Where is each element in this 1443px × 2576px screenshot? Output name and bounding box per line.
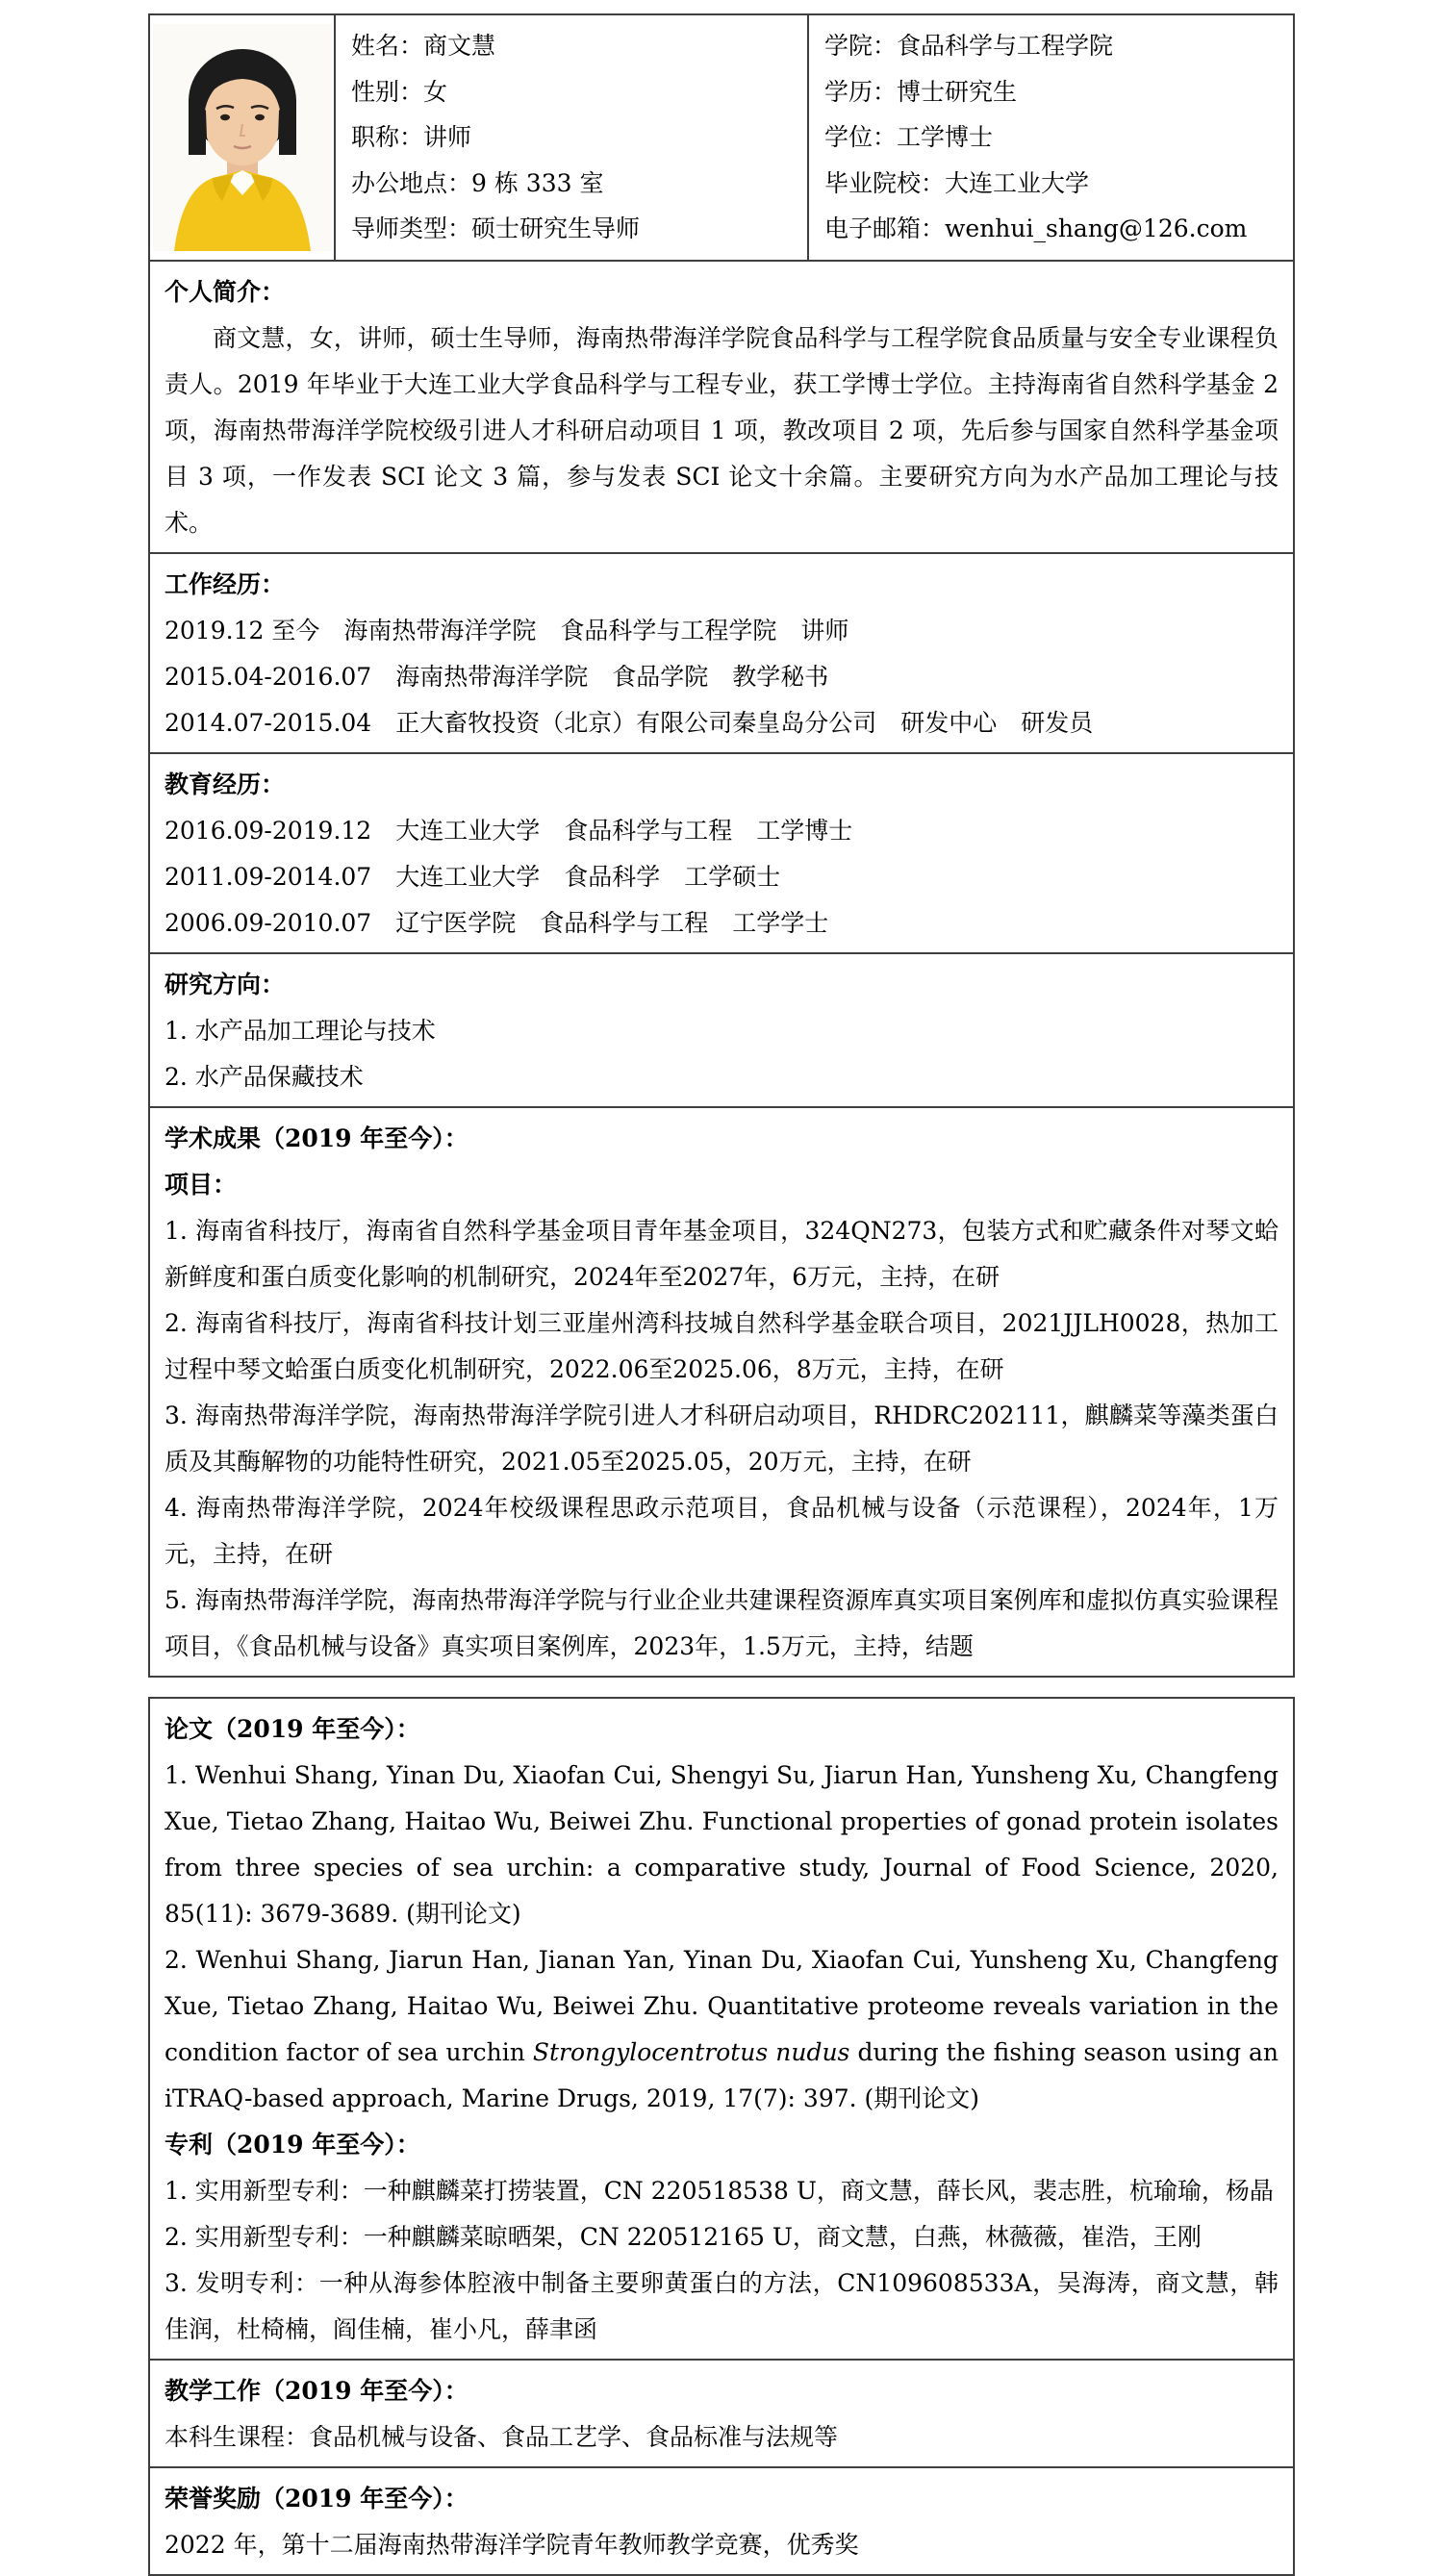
projects-subheading: 项目： [165,1171,238,1199]
intro-paragraph: 商文慧，女，讲师，硕士生导师，海南热带海洋学院食品科学与工程学院食品质量与安全专业课程负责人。2019 年毕业于大连工业大学食品科学与工程专业，获工学博士学位。主持海南省自然科学基金 2 项，海南热带海洋学院校级引进人才科研启动项目 1 项，教改项目 2 项，先后参与国家自然科学基金项目 3 项，一作发表 SCI 论文 3 篇，参与发表 SCI 论文十余篇。主要研究方向为水产品加工理论与技术。 [165,324,1278,537]
field-education-level: 学历：博士研究生 [824,77,1018,106]
field-supervisor-type: 导师类型：硕士研究生导师 [351,215,641,242]
section-teaching [150,2359,1293,2466]
paper-item: 1. Wenhui Shang, Yinan Du, Xiaofan Cui, Shengyi Su, Jiarun Han, Yunsheng Xu, Changfeng Xue, Tietao Zhang, Haitao Wu, Beiwei Zhu. Functional properties of gonad protein isolates from three species of sea urchin: a comparative study, Journal of Food Science, 2020, 85(11): 3679-3689. (期刊论文) [165,1761,1286,1928]
profile-fields-left [336,15,809,260]
resume-document [148,13,1295,2576]
field-gender: 性别：女 [351,77,448,106]
section-intro [150,260,1293,552]
education-item: 2006.09-2010.07 辽宁医学院 食品科学与工程 工学学士 [165,909,829,937]
resume-table-primary [148,13,1295,1678]
research-heading: 研究方向： [165,971,286,998]
patents-heading: 专利（2019 年至今）： [165,2131,420,2159]
work-item: 2014.07-2015.04 正大畜牧投资（北京）有限公司秦皇岛分公司 研发中心 研发员 [165,709,1094,737]
field-college: 学院：食品科学与工程学院 [824,32,1114,60]
section-achievements [150,1106,1293,1676]
section-work [150,552,1293,752]
photo-cell [150,15,336,260]
paper2-text-before: 2. Wenhui Shang, Jiarun Han, Jianan Yan, Yinan Du, Xiaofan Cui, Yunsheng Xu, Changfeng Xue, Tietao Zhang, Haitao Wu, Beiwei Zhu. Quantitative proteome reveals variation in the condition factor of sea urchin [165,1946,1286,2066]
project-item: 4. 海南热带海洋学院，2024年校级课程思政示范项目，食品机械与设备（示范课程），2024年，1万元，主持，在研 [165,1494,1278,1568]
teaching-line: 本科生课程：食品机械与设备、食品工艺学、食品标准与法规等 [165,2423,839,2451]
section-research [150,952,1293,1106]
field-name: 姓名：商文慧 [351,32,496,60]
field-alma-mater: 毕业院校：大连工业大学 [824,168,1090,197]
face-shape [204,75,281,165]
field-office: 办公地点：9 栋 333 室 [351,168,604,197]
work-item: 2015.04-2016.07 海南热带海洋学院 食品学院 教学秘书 [165,663,829,691]
section-education [150,752,1293,952]
achievements-heading: 学术成果（2019 年至今）： [165,1124,468,1152]
education-heading: 教育经历： [165,770,286,798]
patent-item: 3. 发明专利：一种从海参体腔液中制备主要卵黄蛋白的方法，CN109608533A，吴海涛，商文慧，韩佳润，杜椅楠，阎佳楠，崔小凡，薛聿函 [165,2269,1278,2343]
patent-item: 1. 实用新型专利：一种麒麟菜打捞装置，CN 220518538 U，商文慧，薛长风，裴志胜，杭瑜瑜，杨晶 [165,2177,1274,2205]
field-degree: 学位：工学博士 [824,123,994,151]
paper-item [165,1937,1286,2122]
resume-table-secondary [148,1697,1295,2576]
paper2-text-after: during the fishing season using an iTRAQ-based approach, Marine Drugs, 2019, 17(7): 397. (期刊论文) [165,2038,1286,2112]
intro-heading: 个人简介： [165,278,286,306]
project-item: 1. 海南省科技厅，海南省自然科学基金项目青年基金项目，324QN273，包装方式和贮藏条件对琴文蛤新鲜度和蛋白质变化影响的机制研究，2024年至2027年，6万元，主持，在研 [165,1217,1278,1291]
paper2-species-italic: Strongylocentrotus nudus [532,2038,850,2066]
resume-page [0,13,1443,2559]
work-heading: 工作经历： [165,570,286,598]
work-item: 2019.12 至今 海南热带海洋学院 食品科学与工程学院 讲师 [165,617,849,644]
portrait-photo [153,24,332,251]
section-papers-patents [150,1699,1293,2359]
honors-line: 2022 年，第十二届海南热带海洋学院青年教师教学竞赛，优秀奖 [165,2531,859,2559]
field-email: 电子邮箱：wenhui_shang@126.com [824,215,1248,242]
teaching-heading: 教学工作（2019 年至今）： [165,2377,468,2405]
education-item: 2011.09-2014.07 大连工业大学 食品科学 工学硕士 [165,863,781,891]
field-title: 职称：讲师 [351,123,472,151]
research-item: 2. 水产品保藏技术 [165,1063,364,1091]
project-item: 3. 海南热带海洋学院，海南热带海洋学院引进人才科研启动项目，RHDRC202111，麒麟菜等藻类蛋白质及其酶解物的功能特性研究，2021.05至2025.05，20万元，主持，在研 [165,1402,1278,1476]
project-item: 2. 海南省科技厅，海南省科技计划三亚崖州湾科技城自然科学基金联合项目，2021JJLH0028，热加工过程中琴文蛤蛋白质变化机制研究，2022.06至2025.06，8万元，主持，在研 [165,1309,1278,1383]
table-gap [148,1678,1295,1697]
patent-item: 2. 实用新型专利：一种麒麟菜晾晒架，CN 220512165 U，商文慧，白燕，林薇薇，崔浩，王刚 [165,2223,1202,2251]
section-honors [150,2466,1293,2574]
papers-heading: 论文（2019 年至今）： [165,1715,420,1743]
profile-fields-right [809,15,1293,260]
profile-row [150,15,1293,260]
education-item: 2016.09-2019.12 大连工业大学 食品科学与工程 工学博士 [165,817,853,845]
project-item: 5. 海南热带海洋学院，海南热带海洋学院与行业企业共建课程资源库真实项目案例库和虚拟仿真实验课程项目，《食品机械与设备》真实项目案例库，2023年，1.5万元，主持，结题 [165,1586,1278,1660]
honors-heading: 荣誉奖励（2019 年至今）： [165,2485,468,2513]
research-item: 1. 水产品加工理论与技术 [165,1017,436,1045]
